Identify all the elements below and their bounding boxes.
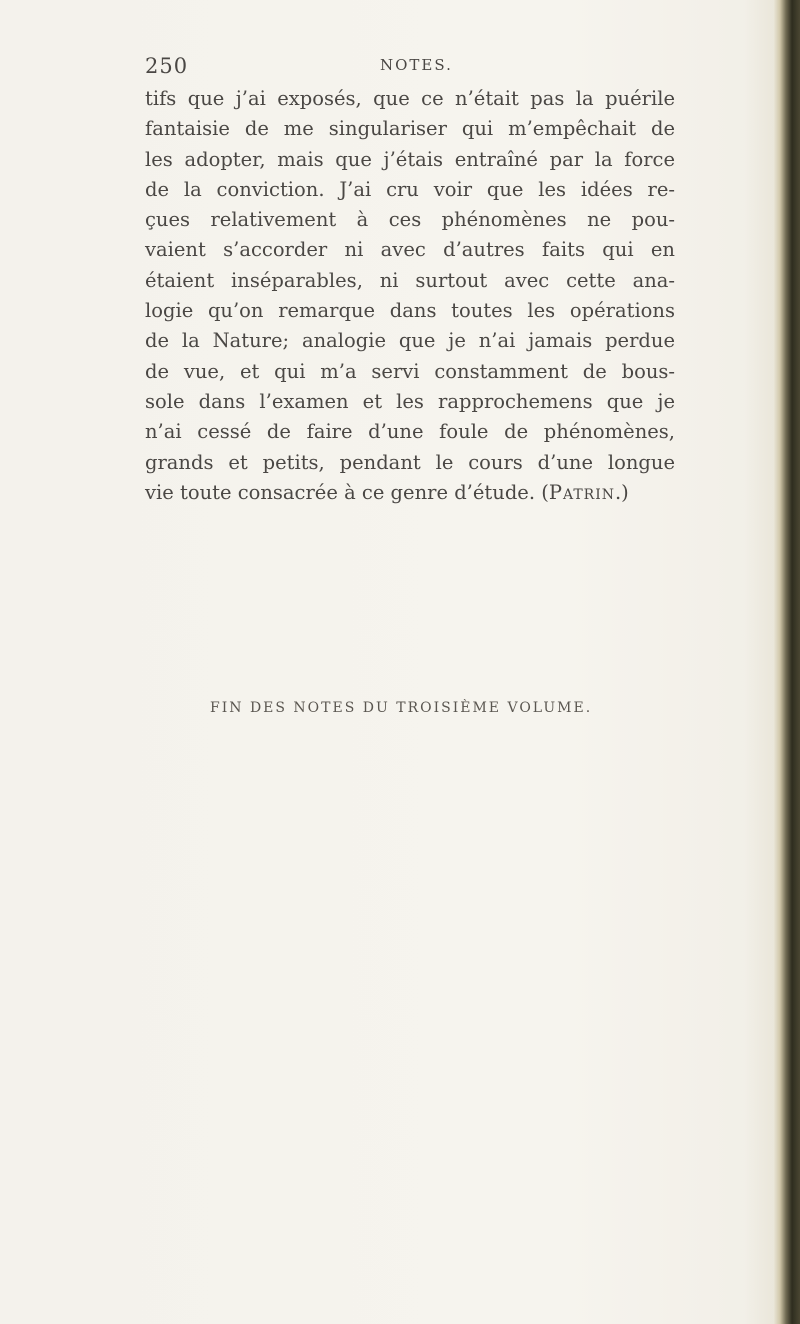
text-line: çues relativement à ces phénomènes ne pou- xyxy=(145,208,675,232)
page-header xyxy=(145,54,655,84)
text-line: de la conviction. J’ai cru voir que les idées re- xyxy=(145,177,675,201)
attribution: Patrin xyxy=(548,480,615,504)
colophon: FIN DES NOTES DU TROISIÈME VOLUME. xyxy=(210,700,593,716)
text-line: fantaisie de me singulariser qui m’empêchait de xyxy=(145,117,675,141)
page-number: 250 xyxy=(145,54,189,78)
text-line-last xyxy=(145,478,675,508)
text-line: étaient inséparables, ni surtout avec cette ana- xyxy=(145,268,675,292)
body-text xyxy=(145,84,675,508)
page-edge xyxy=(774,0,800,1324)
text-line: sole dans l’examen et les rapprochemens que je xyxy=(145,389,675,413)
text-line: vaient s’accorder ni avec d’autres faits qui en xyxy=(145,238,675,262)
text-line: logie qu’on remarque dans toutes les opérations xyxy=(145,299,675,323)
text-line: n’ai cessé de faire d’une foule de phénomènes, xyxy=(145,420,675,444)
last-line-end: .) xyxy=(614,480,629,504)
last-line-text: vie toute consacrée à ce genre d’étude. ( xyxy=(145,480,549,504)
text-line: de la Nature; analogie que je n’ai jamais perdue xyxy=(145,329,675,353)
running-head: NOTES. xyxy=(380,56,453,74)
text-line: de vue, et qui m’a servi constamment de bous- xyxy=(145,359,675,383)
text-line: grands et petits, pendant le cours d’une longue xyxy=(145,450,675,474)
text-line: tifs que j’ai exposés, que ce n’était pas la puérile xyxy=(145,87,675,110)
text-line: les adopter, mais que j’étais entraîné par la force xyxy=(145,147,675,171)
page-edge-shadow xyxy=(744,0,774,1324)
